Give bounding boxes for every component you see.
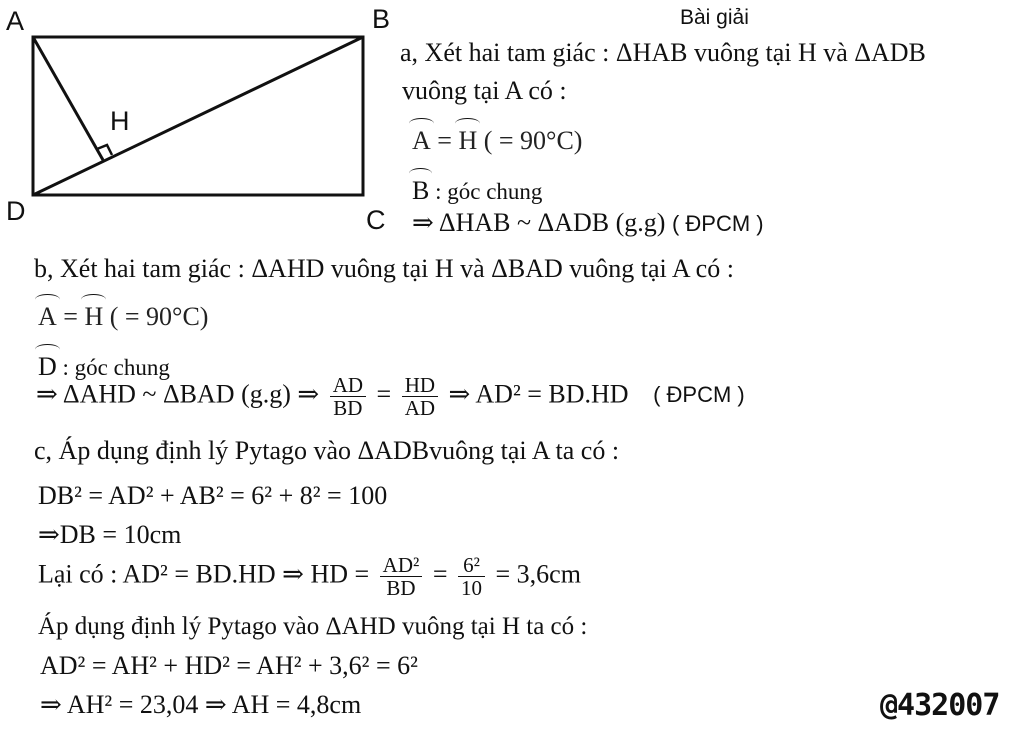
angle-90-b: ( = 90°C) <box>109 302 209 331</box>
part-b-result: ⇒ AD² = BD.HD <box>448 379 629 409</box>
common-angle-text: : góc chung <box>435 179 543 204</box>
part-a-angles-equal: A = H ( = 90°C) <box>412 120 582 156</box>
vertex-c-label: C <box>366 205 386 235</box>
part-c-eq1: DB² = AD² + AB² = 6² + 8² = 100 <box>38 481 388 510</box>
common-angle-text-b: : góc chung <box>62 355 170 380</box>
fraction-36-10: $\frac{\text{6²}}{10}$ <box>458 554 485 599</box>
part-a-line2: vuông tại A có : <box>402 76 567 105</box>
diagonal-db <box>33 37 363 195</box>
part-b-conclusion: ⇒ ΔAHD ~ ΔBAD (g.g) ⇒ $\frac{AD}{BD}$ = $\frac{HD}{AD}$ ⇒ AD² = BD.HD ( ĐPCM ) <box>36 373 745 420</box>
part-c-eq5: ⇒ AH² = 23,04 ⇒ AH = 4,8cm <box>40 690 362 719</box>
part-a-similarity: ⇒ ΔHAB ~ ΔADB (g.g) <box>412 208 666 237</box>
part-b-angles-equal: A = H ( = 90°C) <box>38 296 208 332</box>
angle-h-hat-b: H <box>84 296 103 332</box>
part-a-line1: a, Xét hai tam giác : ΔHAB vuông tại H và ΔADB <box>400 38 926 67</box>
part-b-dpcm: ( ĐPCM ) <box>653 382 745 408</box>
part-c-eq3-end: = 3,6cm <box>495 559 581 589</box>
part-a-dpcm: ( ĐPCM ) <box>671 211 764 236</box>
angle-a-hat-b: A <box>38 296 57 332</box>
vertex-d-label: D <box>6 196 26 226</box>
fraction-hd-ad: $\frac{HD}{AD}$ <box>402 374 438 419</box>
part-c-eq3-start: Lại có : AD² = BD.HD ⇒ HD = <box>38 559 370 589</box>
angle-90: ( = 90°C) <box>483 126 583 155</box>
vertex-a-label: A <box>6 6 25 36</box>
fraction-ad-bd: $\frac{AD}{BD}$ <box>330 374 366 419</box>
vertex-h-label: H <box>110 106 130 136</box>
part-b-line1: b, Xét hai tam giác : ΔAHD vuông tại H và ΔBAD vuông tại A có : <box>34 254 734 283</box>
part-a-common-angle <box>412 170 542 207</box>
angle-d-hat: D <box>38 346 57 382</box>
solution-title: Bài giải <box>680 6 749 29</box>
angle-h-hat: H <box>458 120 477 156</box>
part-a-conclusion <box>412 208 764 239</box>
watermark: @432007 <box>880 688 1000 723</box>
part-c-eq4: AD² = AH² + HD² = AH² + 3,6² = 6² <box>40 651 418 680</box>
altitude-ah <box>33 37 103 160</box>
part-c-line2: Áp dụng định lý Pytago vào ΔAHD vuông tại H ta có : <box>38 613 588 640</box>
part-c-eq2: ⇒DB = 10cm <box>38 520 182 549</box>
rectangle-figure <box>0 0 400 240</box>
fraction-ad2-bd: $\frac{\text{AD²}}{BD}$ <box>380 554 423 599</box>
part-c-line1: c, Áp dụng định lý Pytago vào ΔADBvuông tại A ta có : <box>34 436 620 465</box>
vertex-b-label: B <box>372 4 391 34</box>
angle-a-hat: A <box>412 120 431 156</box>
part-c-eq3: Lại có : AD² = BD.HD ⇒ HD = $\frac{\text{AD²}}{BD}$ = $\frac{\text{6²}}{10}$ = 3,6cm <box>38 553 581 600</box>
angle-b-hat: B <box>412 170 429 206</box>
part-b-similarity: ⇒ ΔAHD ~ ΔBAD (g.g) ⇒ <box>36 379 320 409</box>
